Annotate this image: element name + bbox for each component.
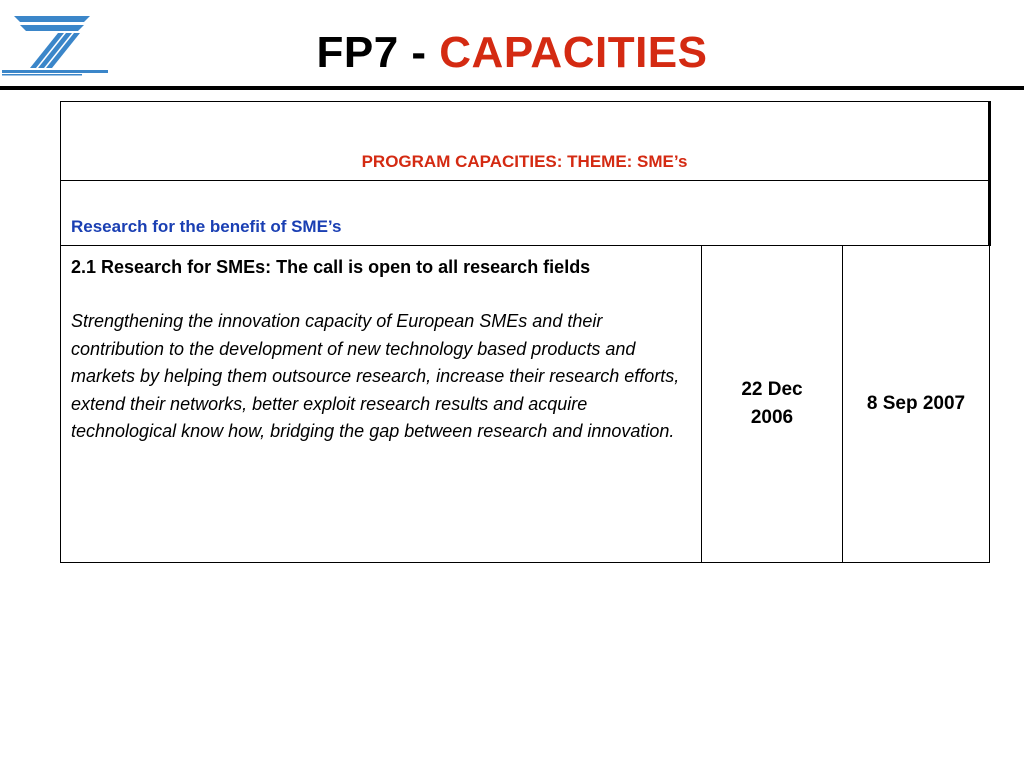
open-date: 22 Dec 2006 [741,379,803,428]
open-date-cell [702,246,843,563]
call-description-cell [61,246,702,563]
title-rule [0,86,1024,90]
table-header-row [61,102,990,181]
table-row [61,246,990,563]
page-title [0,26,1024,80]
table-subheader-row [61,181,990,246]
title-prefix: FP7 - [316,28,440,77]
close-date: 8 Sep 2007 [866,393,966,414]
call-description: Strengthening the innovation capacity of European SMEs and their contribution to the development of new technology based products and markets by helping them outsource research, increase their research efforts, extend their networks, better exploit research results and acquire technological know how, bridging the gap between research and innovation. [71,311,680,441]
call-title: 2.1 Research for SMEs: The call is open to all research fields [71,257,591,277]
title-accent: CAPACITIES [439,28,708,77]
table-subheader-cell [61,181,990,246]
call-table [60,101,991,563]
close-date-cell [843,246,990,563]
table-header-cell [61,102,990,181]
activity-heading: Research for the benefit of SME’s [71,217,342,236]
program-theme-heading: PROGRAM CAPACITIES: THEME: SME’s [361,152,688,171]
